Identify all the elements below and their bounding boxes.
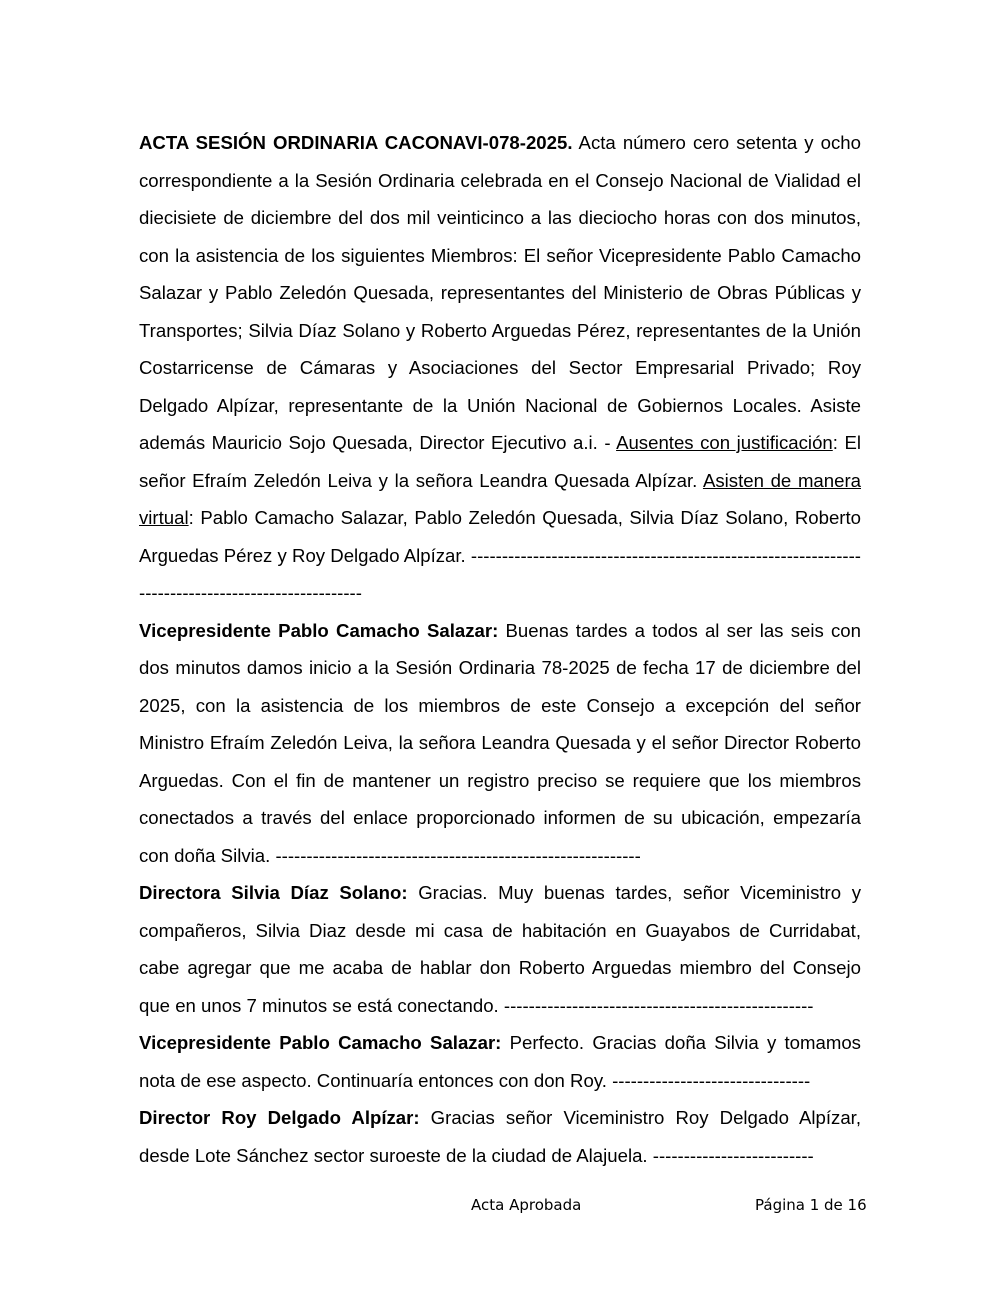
document-body xyxy=(139,124,861,1174)
speaker-entry xyxy=(139,612,861,875)
footer-status: Acta Aprobada xyxy=(471,1196,582,1214)
virtual-label: Asisten de manera virtual xyxy=(139,469,861,528)
separator-dashes: -------------------------------------------------- xyxy=(503,994,814,1016)
absent-label: Ausentes con justificación xyxy=(616,432,833,453)
separator-dashes: -------------------------- xyxy=(652,1144,814,1166)
speaker-name: Directora Silvia Díaz Solano: xyxy=(139,882,408,903)
speaker-entry xyxy=(139,1024,861,1099)
speaker-text: Gracias señor Viceministro Roy Delgado Alpízar, desde Lote Sánchez sector suroeste de la ciudad de Alajuela. xyxy=(139,1107,861,1166)
separator-dashes: -------------------------------- xyxy=(612,1069,811,1091)
intro-text: Acta número cero setenta y ocho correspondiente a la Sesión Ordinaria celebrada en el Consejo Nacional de Vialidad el diecisiete de diciembre del dos mil veinticinco a las dieciocho horas con dos minutos, con la asistencia de los siguientes Miembros: El señor Vicepresidente Pablo Camacho Salazar y Pablo Zeledón Quesada, representantes del Ministerio de Obras Públicas y Transportes; Silvia Díaz Solano y Roberto Arguedas Pérez, representantes de la Unión Costarricense de Cámaras y Asociaciones del Sector Empresarial Privado; Roy Delgado Alpízar, representante de la Unión Nacional de Gobiernos Locales. Asiste además Mauricio Sojo Quesada, Director Ejecutivo a.i. - xyxy=(139,132,861,453)
virtual-text: : Pablo Camacho Salazar, Pablo Zeledón Quesada, Silvia Díaz Solano, Roberto Arguedas Pérez y Roy Delgado Alpízar. xyxy=(139,507,861,566)
speaker-name: Vicepresidente Pablo Camacho Salazar: xyxy=(139,619,499,641)
intro-paragraph xyxy=(139,124,861,612)
separator-dashes: --------------------------------------------------------------------------------------------------- xyxy=(139,544,861,603)
footer-page-number: Página 1 de 16 xyxy=(755,1196,867,1214)
separator-dashes: ----------------------------------------------------------- xyxy=(275,844,641,866)
speaker-name: Vicepresidente Pablo Camacho Salazar: xyxy=(139,1032,502,1053)
speaker-text: Perfecto. Gracias doña Silvia y tomamos nota de ese aspecto. Continuaría entonces con don Roy. xyxy=(139,1032,861,1091)
act-heading: ACTA SESIÓN ORDINARIA CACONAVI-078-2025. xyxy=(139,132,573,153)
speaker-text: Gracias. Muy buenas tardes, señor Viceministro y compañeros, Silvia Diaz desde mi casa de habitación en Guayabos de Curridabat, cabe agregar que me acaba de hablar don Roberto Arguedas miembro del Consejo que en unos 7 minutos se está conectando. xyxy=(139,882,862,1016)
speaker-name: Director Roy Delgado Alpízar: xyxy=(139,1107,420,1128)
speaker-entry xyxy=(139,1099,861,1174)
speaker-entry xyxy=(139,874,861,1024)
speaker-text: Buenas tardes a todos al ser las seis con dos minutos damos inicio a la Sesión Ordinaria 78-2025 de fecha 17 de diciembre del 2025, con la asistencia de los miembros de este Consejo a excepción del señor Ministro Efraím Zeledón Leiva, la señora Leandra Quesada y el señor Director Roberto Arguedas. Con el fin de mantener un registro preciso se requiere que los miembros conectados a través del enlace proporcionado informen de su ubicación, empezaría con doña Silvia. xyxy=(139,619,861,866)
absent-text: : El señor Efraím Zeledón Leiva y la señora Leandra Quesada Alpízar. xyxy=(139,432,862,491)
